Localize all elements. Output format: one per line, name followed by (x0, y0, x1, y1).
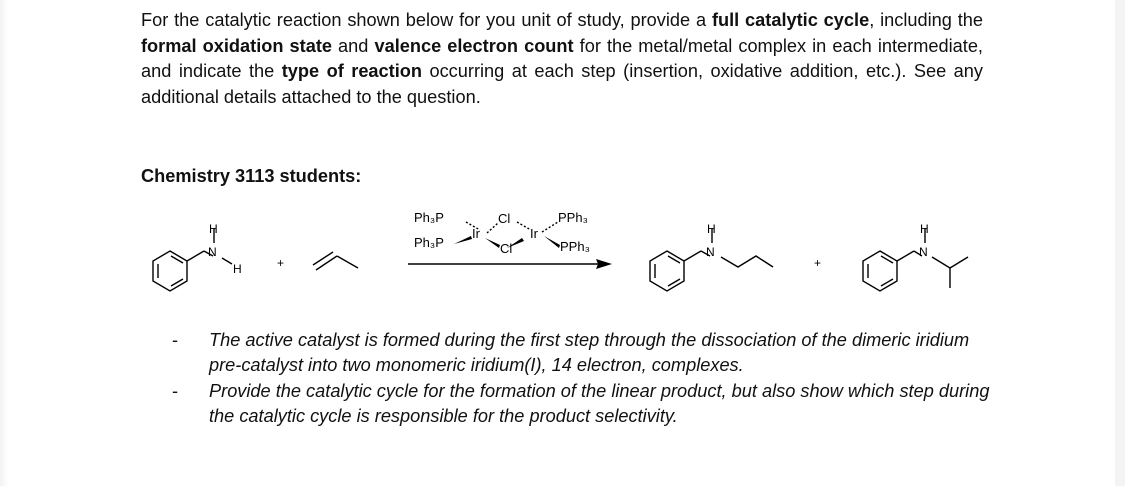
benzene-ring-branched-product (863, 251, 897, 291)
pph3-top-right: PPh₃ (558, 210, 588, 225)
branched-product-n-label: N (919, 245, 928, 259)
amine-h-right-label: H (233, 262, 242, 276)
notes-list (172, 328, 992, 430)
isopropyl-group (932, 257, 968, 288)
ir-right-label: Ir (530, 226, 538, 241)
propyl-chain (721, 256, 773, 267)
section-heading: Chemistry 3113 students: (141, 166, 362, 186)
ph3p-top-left: Ph₃P (414, 210, 444, 225)
note-text: Provide the catalytic cycle for the formation of the linear product, but also show which step during the catalytic cycle is responsible for the product selectivity. (209, 380, 990, 427)
list-item (172, 379, 992, 430)
ph3p-bottom-left: Ph₃P (414, 235, 444, 250)
cl-bottom-label: Cl (500, 241, 513, 256)
ch2-bond (187, 251, 204, 261)
benzene-ring-reactant (153, 251, 187, 291)
branched-product-h-label: H (920, 222, 929, 236)
pph3-bottom-right: PPh₃ (560, 239, 590, 254)
plus-sign-1: + (277, 256, 285, 270)
list-bullet-dash: - (172, 330, 179, 350)
linear-product-n-label: N (706, 245, 715, 259)
amine-h-top-label: H (209, 222, 218, 236)
linear-product-h-label: H (707, 222, 716, 236)
amine-n-label: N (208, 245, 217, 259)
list-item (172, 328, 992, 379)
question-intro-paragraph: For the catalytic reaction shown below for you unit of study, provide a full catalytic cycle, including the formal oxidation state and valence electron count for the metal/metal complex in each intermediate, and indicate the type of reaction occurring at each step (insertion, oxidative addition, etc.). See any additional details attached to the question. (141, 10, 984, 107)
ir-left-label: Ir (472, 226, 480, 241)
propene-molecule (313, 252, 358, 270)
reaction-scheme (0, 200, 1125, 310)
plus-sign-2: + (814, 256, 822, 270)
list-bullet-dash: - (172, 380, 179, 401)
arrow-head (596, 259, 612, 269)
note-text: The active catalyst is formed during the first step through the dissociation of the dimeric iridium pre-catalyst into two monomeric iridium(I), 14 electron, complexes. (209, 330, 970, 376)
benzene-ring-linear-product (650, 251, 684, 291)
n-h-bond-right (222, 258, 232, 264)
cl-top-label: Cl (498, 211, 511, 226)
